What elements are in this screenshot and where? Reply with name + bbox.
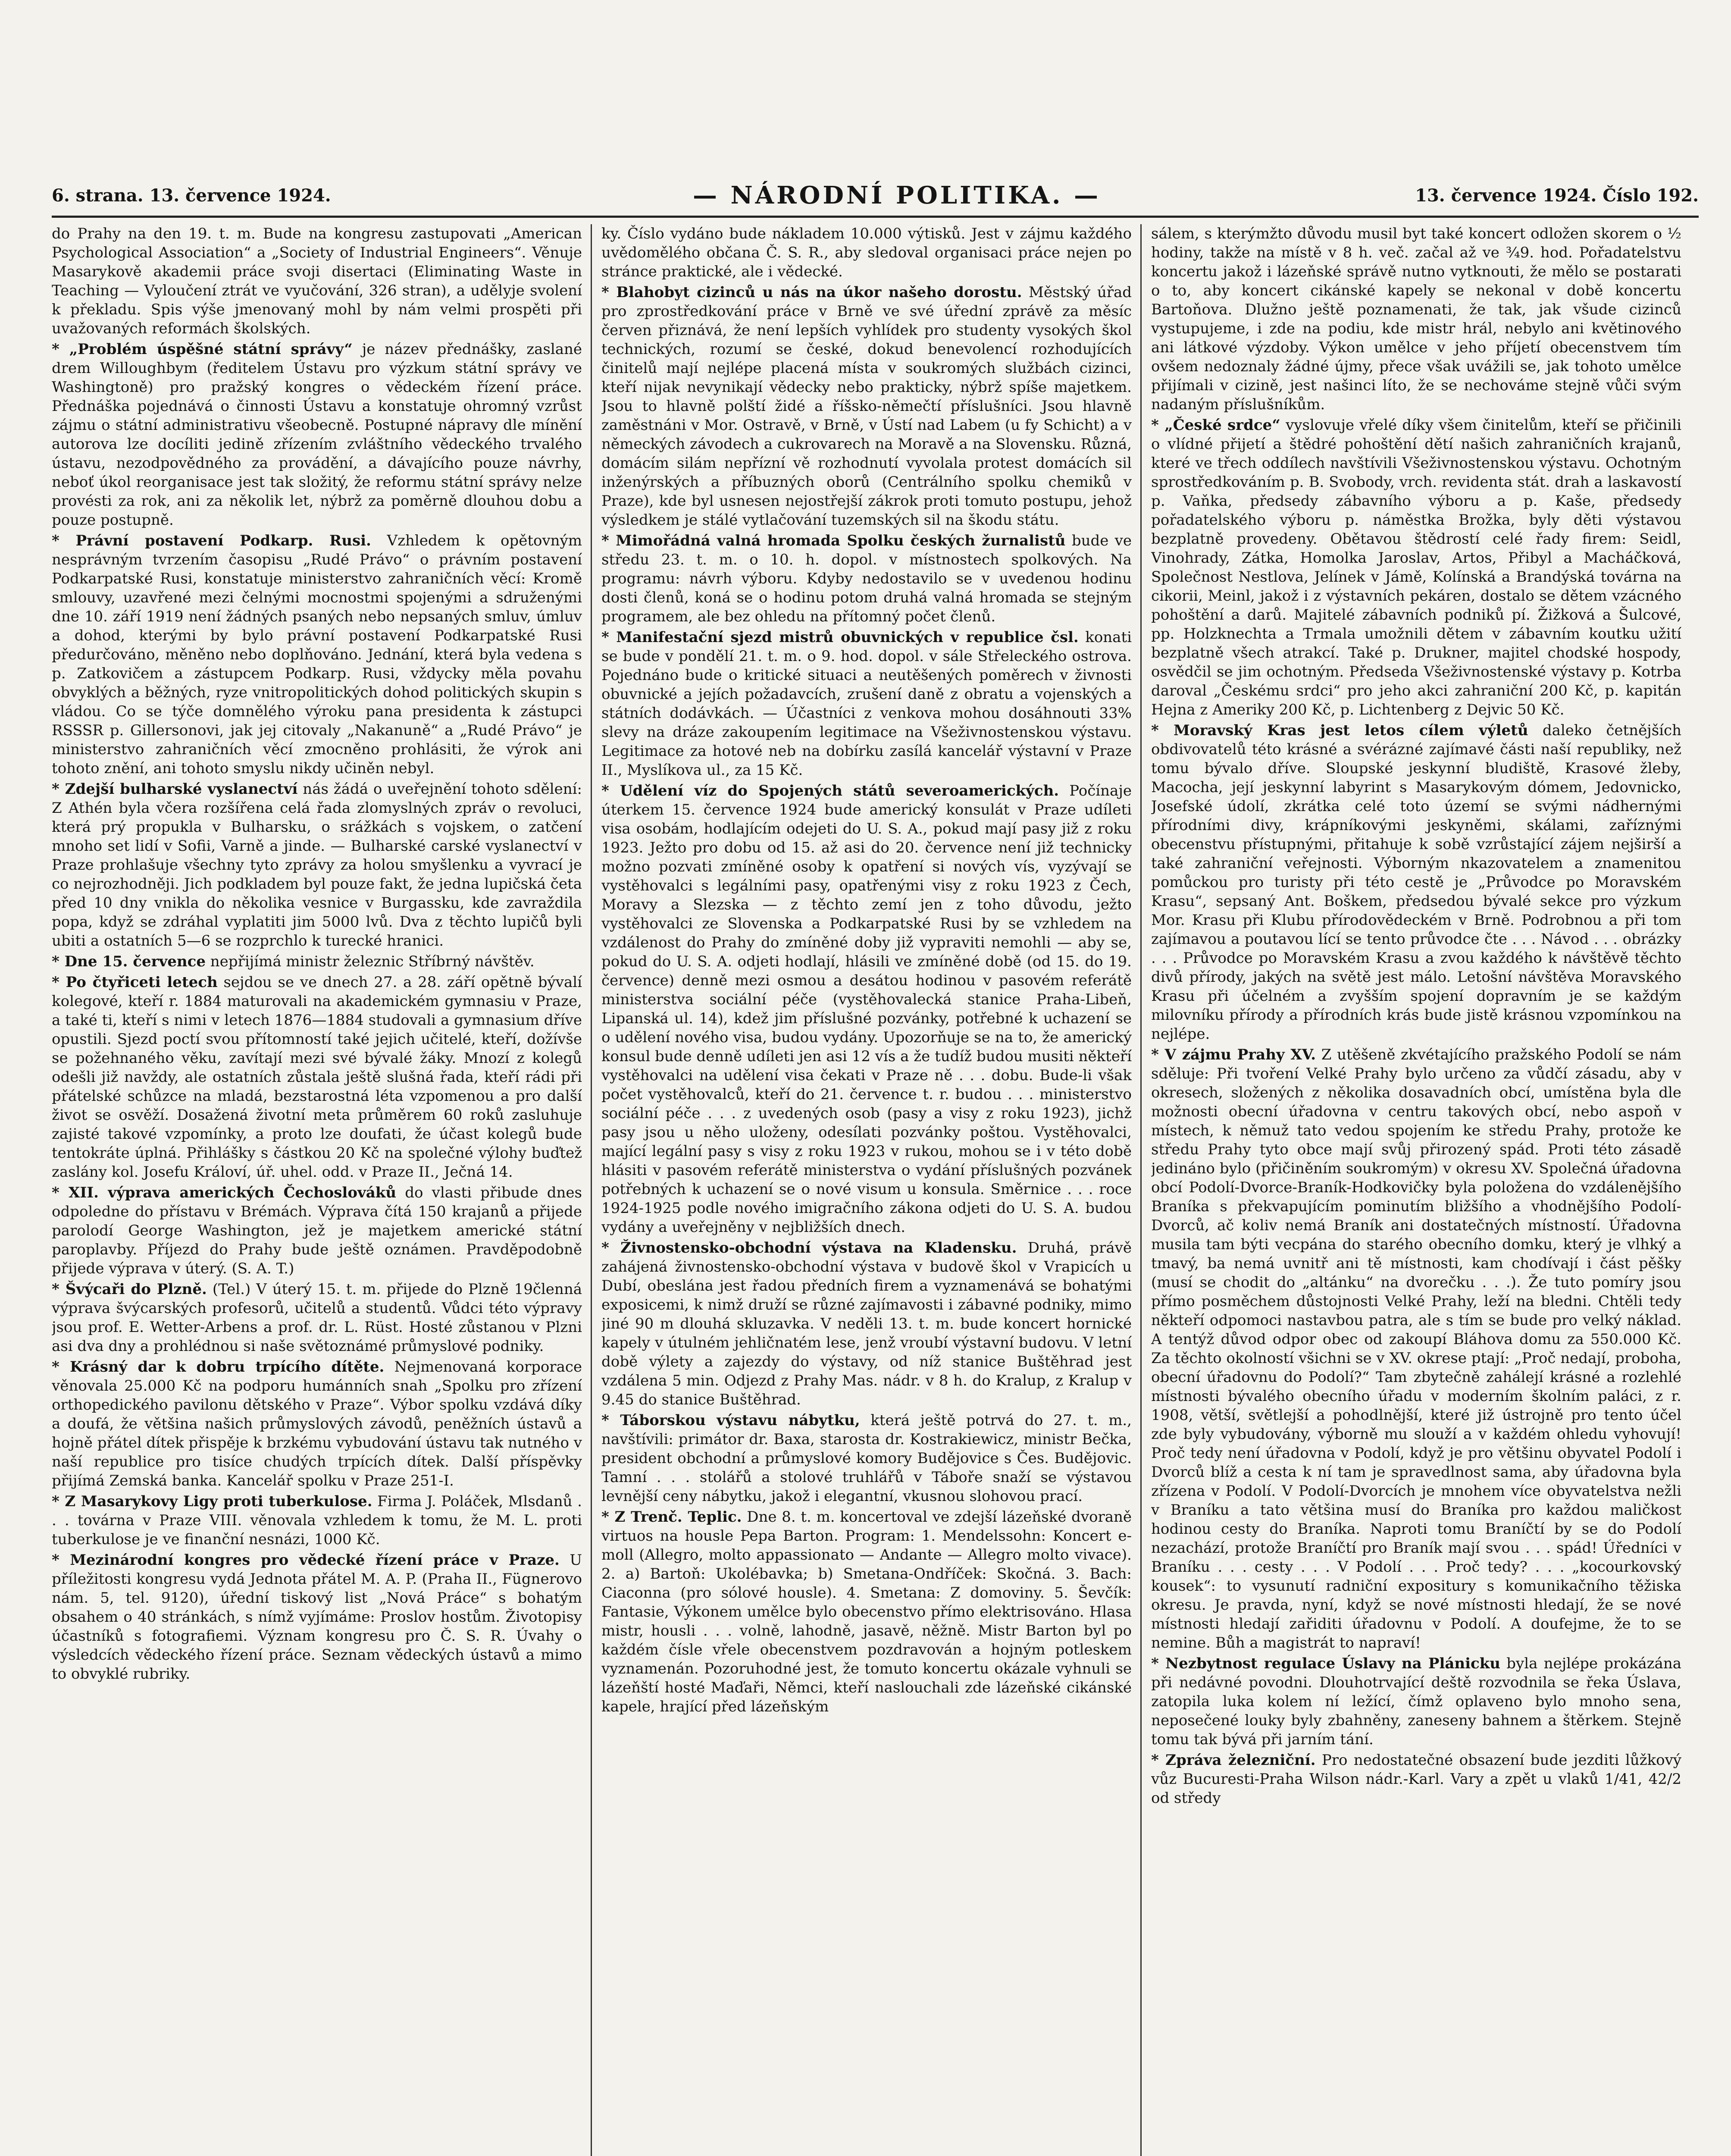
article-paragraph xyxy=(52,973,582,1181)
article-headline: * Zdejší bulharské vyslanectví xyxy=(52,780,298,798)
article-headline: * Blahobyt cizinců u nás na úkor našeho dorostu. xyxy=(601,284,1022,301)
article-paragraph xyxy=(601,1411,1132,1506)
article-headline: * Právní postavení Podkarp. Rusi. xyxy=(52,532,371,549)
article-headline: * Táborskou výstavu nábytku, xyxy=(601,1412,860,1429)
article-body: vyslovuje vřelé díky všem činitelům, kteří se přičinili o vlídné přijetí a štědré pohoštění dětí našich zahraničních krajanů, které ve třech oddílech navštívili Všeživnostenskou výstavu. Ochotným sprostředkováním p. B. Svobody, vrch. revidenta stát. drah a laskavostí p. Vaňka, předsedy zábavního výboru a p. Kaše, předsedy pořadatelského výboru p. náměstka Brožka, byly děti výstavou bezplatně provedeny. Obětavou štědrostí celé řady firem: Seidl, Vinohrady, Zátka, Homolka Jaroslav, Artos, Přibyl a Macháčková, Společnost Nestlova, Jelínek v Jámě, Kolínská a Brandýská továrna na cikorii, Meinl, jakož i z výstavních pekáren, dostalo se dětem vzácného pohoštění a darů. Majitelé zábavních podniků pí. Žižková a Šulcové, pp. Holzknechta a Trmala umožnili dětem v zábavním koutku užití bezplatně všech atrakcí. Také p. Drukner, majitel chodské hospody, osvědčil se jim ochotným. Předseda Všeživnostenské výstavy p. Kotrba daroval „Českému srdci“ pro jeho akci zahraniční 200 Kč, p. kapitán Hejna z Ameriky 200 Kč, p. Lichtenberg z Dejvic 50 Kč. xyxy=(1151,417,1681,718)
article-headline: * Krásný dar k dobru trpícího dítěte. xyxy=(52,1358,385,1376)
article-body: ky. Číslo vydáno bude nákladem 10.000 výtisků. Jest v zájmu každého uvědomělého občana Č. S. R., aby sledoval organisaci práce nejen po stránce praktické, ale i vědecké. xyxy=(601,225,1132,280)
article-headline: * Z Masarykovy Ligy proti tuberkulose. xyxy=(52,1493,372,1510)
article-paragraph xyxy=(1151,416,1681,719)
article-paragraph xyxy=(601,1238,1132,1409)
header-page-date: 6. strana. 13. července 1924. xyxy=(52,185,331,206)
article-paragraph xyxy=(1151,1751,1681,1808)
article-body: Druhá, právě zahájená živnostensko-obchodní výstava v budově škol v Vrapicích u Dubí, obeslána jest řadou předních firem a vyznamenává se bohatými exposicemi, k nimž druží se různé zajímavosti i zábavné podniky, mimo jiné 90 m dlouhá skluzavka. V neděli 13. t. m. bude koncert hornické kapely v útulném jehličnatém lese, jenž vroubí výstavní budovu. V letní době výlety a zajezdy do výstavy, od níž stanice Buštěhrad jest vzdálena 5 min. Odjezd z Prahy Mas. nádr. v 8 h. do Kralup, z Kralup v 9.45 do stanice Buštěhrad. xyxy=(601,1239,1132,1408)
article-body: Z utěšeně zkvétajícího pražského Podolí se nám sděluje: Při tvoření Velké Prahy bylo určeno za vůdčí zásadu, aby v okresech, složených z několika dosavadních obcí, umístěna byla dle možnosti obecní úřadovna v centru takových obcí, nebo aspoň v místech, k němuž tato vedou spojením ke středu Prahy, protože ke středu Prahy tyto obce mají svůj přirozený spád. Proti této zásadě jedináno bylo (přičiněním soukromým) v okresu XV. Společná úřadovna obcí Podolí-Dvorce-Braník-Hodkovičky byla položena do vzdálenějšího Braníka s překvapujícím pominutím bližšího a vhodnějšího Podolí-Dvorců, ač koliv nemá Braník ani dostatečných místností. Úřadovna musila tam býti vecpána do starého obecního domku, který je vlhký a tmavý, ba nemá uvnitř ani tě místnosti, kam chodívají i část pěšky (musí se chodit do „altánku“ na dvorečku . . .). Že tuto pomíry jsou přímo posměchem důstojnosti Velké Prahy, leží na bledni. Chtěli tedy někteří odpomoci nastavbou patra, ale s tím se bude pro velký náklad. A tentýž důvod odpor obec od zakoupí Bláhova domu za 550.000 Kč. Za těchto okolností všichni se v XV. okrese ptají: „Proč nedají, proboha, obecní úřadovnu do Podolí?“ Tam zbytečně zahálejí krásné a rozlehlé místnosti bývalého obecního úřadu v moderním školním paláci, z r. 1908, větší, světlejší a pohodlnější, které již ústrojně pro tento účel zde byly vybudovány, výborně mu slouží a v každém ohledu vyhovují! Proč tedy není úřadovna v Podolí, když je pro většinu obyvatel Podolí i Dvorců blíž a cesta k ní tam je spravedlnost sama, aby úřadovna byla zřízena v Podolí. V Podolí-Dvorcích je mnohem více obyvatelstva nežli v Braníku a tato většina musí do Braníka pro každou maličkost hodinou cesty do Braníka. Naproti tomu Braníčtí by se do Podolí nezachází, protože Braníčtí pro Braník mají svou . . . spád! Úředníci v Braníku . . . cesty . . . V Podolí . . . Proč tedy? . . . „kocourkovský kousek“: to vysunutí radniční expositury s komunikačního těžiska okresu. Je pravda, nyní, když se nové místnosti hledají, že se nové místnosti hledají zařiditi úřadovnu v Podolí. A doufejme, že to se nemine. Bůh a magistrát to napraví! xyxy=(1151,1046,1681,1651)
header-masthead: — NÁRODNÍ POLITIKA. — xyxy=(692,181,1101,210)
article-headline: * Mimořádná valná hromada Spolku českých žurnalistů xyxy=(601,532,1066,549)
column-divider xyxy=(1140,224,1142,2156)
page-header xyxy=(52,177,1699,211)
article-headline: * Švýcaři do Plzně. xyxy=(52,1281,207,1298)
article-body: Pro nedostatečné obsazení bude jezditi lůžkový vůz Bucuresti-Praha Wilson nádr.-Karl. Vary a zpět u vlaků 1/41, 42/2 od středy xyxy=(1151,1752,1681,1807)
article-body: konati se bude v pondělí 21. t. m. o 9. hod. dopol. v sále Střeleckého ostrova. Pojednáno bude o kritické situaci a neutěšených poměrech v živnosti obuvnické a jejích požadavcích, zrušení daně z obratu a vojenských a státních dodávkách. — Účastníci z venkova mohou dosáhnouti 33% slevy na dráze zakoupením legitimace na Všeživnostenskou výstavu. Legitimace za hotové neb na dobírku zasílá kancelář výstavní v Praze II., Myslíkova ul., za 15 Kč. xyxy=(601,629,1132,779)
article-paragraph xyxy=(1151,1045,1681,1652)
article-headline: * Zpráva železniční. xyxy=(1151,1752,1316,1769)
article-body: Dne 8. t. m. koncertoval ve zdejší lázeňské dvoraně virtuos na housle Pepa Barton. Program: 1. Mendelssohn: Koncert e-moll (Allegro, molto appassionato — Andante — Allegro molto vivace). 2. a) Bartoň: Ukolébavka; b) Smetana-Ondříček: Skočná. 3. Bach: Ciaconna (pro sólové housle). 4. Smetana: Z domoviny. 5. Ševčík: Fantasie, Výkonem umělce bylo obecenstvo přímo elektrisováno. Hlasa mistr, housli . . . volně, lahodně, jasavě, něžně. Mistr Barton byl po každém čísle vřele obecenstvem pozdravován a hojným potleskem vyznamenán. Pozoruhodné jest, že tomuto koncertu okázale vyhnuli se lázeňští hosté Maďaři, Němci, kteří naslouchali zde lázeňské cikánské kapele, hrající před lázeňským xyxy=(601,1508,1132,1715)
article-headline: * Nezbytnost regulace Úslavy na Plánicku xyxy=(1151,1655,1501,1672)
article-body: sejdou se ve dnech 27. a 28. září opětně bývalí kolegové, kteří r. 1884 maturovali na akademickém gymnasiu v Praze, a také ti, kteří s nimi v letech 1876—1884 studovali a gymnasium dříve opustili. Sjezd poctí svou přítomností také jejich učitelé, kteří, dožívše se požehnaného věku, zavítají mezi své bývalé žáky. Mnozí z kolegů odešli již navždy, ale ostatních zůstala ještě slušná řada, kteří rádi při přátelské schůzce na mladá, bezstarostná léta vzpomenou a pro další život se osvěží. Dosažená životní meta průměrem 60 roků zasluhuje zajisté takové vzpomínky, a proto lze doufati, že účast kolegů bude tentokráte úplná. Přihlášky s částkou 20 Kč na společné výlohy buďtež zaslány kol. Josefu Královí, úř. uhel. odd. v Praze II., Ječná 14. xyxy=(52,974,582,1181)
article-paragraph xyxy=(52,1492,582,1549)
article-body: do Prahy na den 19. t. m. Bude na kongresu zastupovati „American Psychological Association“ a „Society of Industrial Engineers“. Věnuje Masarykově akademii práce svoji disertaci (Eliminating Waste in Teaching — Vyloučení ztrát ve vyučování, 326 stran), a udělује svolení k překladu. Spis výše jmenovaný mohl by nám velmi prospěti při uvažovaných reformách školských. xyxy=(52,225,582,337)
article-body: bude ve středu 23. t. m. o 10. h. dopol. v místnostech spolkových. Na programu: návrh výboru. Kdyby nedostavilo se v uvedenou hodinu dosti členů, koná se o hodinu potom druhá valná hromada se stejným programem, ale bez ohledu na přítomný počet členů. xyxy=(601,532,1132,625)
article-body: Nejmenovaná korporace věnovala 25.000 Kč na podporu humánních snah „Spolku pro zřízení orthopedického pavilonu dětského v Praze“. Výbor spolku vzdává díky a doufá, že většina našich průmyslových závodů, peněžních ústavů a hojně přátel dítek přispěje k brzkému vybudování ústavu tak nutného v naší republice pro tisíce chudých trpících dítek. Další příspěvky přijímá Zemská banka. Kancelář spolku v Praze 251-I. xyxy=(52,1358,582,1489)
header-rule xyxy=(52,216,1699,218)
article-paragraph xyxy=(1151,1654,1681,1749)
article-headline: * „Problém úspěšné státní správy“ xyxy=(52,341,353,358)
column-1 xyxy=(52,224,582,2156)
article-paragraph xyxy=(601,781,1132,1237)
article-headline: * Dne 15. července xyxy=(52,953,206,970)
article-headline: * Z Trenč. Teplic. xyxy=(601,1508,742,1526)
article-paragraph xyxy=(601,531,1132,626)
article-body: je název přednášky, zaslané drem Willoughbym (ředitelem Ústavu pro výzkum státní správy ve Washingtoně) pro pražský kongres o vědeckém řízení práce. Přednáška pojednává o činnosti Ústavu a konstatuje ohromný vzrůst zájmu o státní administrativu všeobecně. Postupné nápravy dle mínění autorova lze docíliti jedině zřízením zvláštního vědeckého trvalého ústavu, nezodpovědného za provádění, a dávajícího pouze návrhy, neboť úkol reorganisace jest tak složitý, že reformu státní správy nelze provésti za rok, ani za několik let, nýbrž za poměrně dlouhou dobu a pouze postupně. xyxy=(52,341,582,529)
article-body: Firma J. Poláček, Mlsdanů . . . továrna v Praze VIII. věnovala vzhledem k tomu, že M. L. proti tuberkulose je ve finanční nesnázi, 1000 Kč. xyxy=(52,1493,582,1548)
article-headline: * Manifestační sjezd mistrů obuvnických v republice čsl. xyxy=(601,629,1079,646)
article-body: (Tel.) V úterý 15. t. m. přijede do Plzně 19členná výprava švýcarských profesorů, učitelů a studentů. Vůdci této výpravy jsou prof. E. Wetter-Arbens a prof. dr. L. Rüst. Hosté zůstanou v Plzni asi dva dny a prohlédnou si naše světoznámé průmyslové podniky. xyxy=(52,1281,582,1355)
article-headline: * Po čtyřiceti letech xyxy=(52,974,218,991)
article-body: která ještě potrvá do 27. t. m., navštívili: primátor dr. Baxa, starosta dr. Kostrakiewicz, ministr Bečka, president obchodní a průmyslové komory Budějovice s Čes. Budějovic. Tamní . . . stolářů a stolové truhlářů v Táboře snaží se výstavou levnější ceny nábytku, jakož i elegantní, vkusnou slohovou prací. xyxy=(601,1412,1132,1505)
article-paragraph xyxy=(52,952,582,971)
article-body: sálem, s kterýmžto důvodu musil byt také koncert odložen skorem o ½ hodiny, takže na místě v 8 h. več. začal až ve ¾9. hod. Pořadatelstvu koncertu jakož i lázeňské správě nutno vytknouti, že mělo se postarati o to, aby koncert cikánské kapely se nekonal v době koncertu Bartoňova. Dlužno ještě poznamenati, že tak, jak všude cizinců vystupujeme, i zde na podiu, kde mistr hrál, nebylo ani květinového ani látkové výzdoby. Výkon umělce v jeho příjetí obecenstvem tím ovšem nedoznaly žádné újmy, přece však uvážili se, jak tohoto umělce přijímali v cizině, jest našinci líto, že se nechováme stejně vůči svým nadaným příslušníkům. xyxy=(1151,225,1681,413)
article-paragraph xyxy=(52,224,582,338)
article-paragraph xyxy=(52,1280,582,1356)
article-paragraph xyxy=(601,628,1132,780)
article-headline: * Mezinárodní kongres pro vědecké řízení práce v Praze. xyxy=(52,1551,560,1569)
article-body: do vlasti přibude dnes odpoledne do přístavu v Brémách. Výprava čítá 150 krajanů a přijede parolodí George Washington, jež je majetkem americké státní paroplavby. Příjezd do Prahy bude ještě oznámen. Pravděpodobně přijede výprava v úterý. (S. A. T.) xyxy=(52,1184,582,1277)
article-body: daleko četnějších obdivovatelů této krásné a svérázné zajímavé části naší republiky, než tomu bývalo dříve. Sloupské jeskynní bludiště, Krasové žleby, Macocha, její jeskynní labyrint s Masarykovým dómem, Jedovnicko, Josefské údolí, zkrátka celé toto území se svými nádhernými přírodními divy, krápníkovými jeskyněmi, skálami, zaříznými obecenstvu přístupnými, přitahuje k sobě vzrůstající zájem nejširší a také zahraniční veřejnosti. Výborným nkazovatelem a znamenitou pomůckou pro turisty při této cestě je „Průvodce po Moravském Krasu“, sepsaný Ant. Boškem, předsedou bývalé sekce pro výzkum Mor. Krasu při Klubu přírodovědeckém v Brně. Podrobnou a při tom zajímavou a poutavou lící se tento průvodce čte . . . Návod . . . obrázky . . . Průvodce po Moravském Krasu a zvou každého k návštěvě těchto divů přírody, jakých na světě jest málo. Letošní návštěva Moravského Krasu při účelném a zvyšším spojení dopravním je se každým milovníku přírody a přírodních krás bude jistě krásnou vzpomínkou na nejlépe. xyxy=(1151,722,1681,1043)
article-paragraph xyxy=(601,224,1132,281)
article-paragraph xyxy=(52,531,582,778)
article-body: nás žádá o uveřejnění tohoto sdělení: Z Athén byla včera rozšířena celá řada zlomyslných zpráv o revoluci, která prý propukla v Bulharsku, o srážkách s vojskem, o zatčení mnoho set lidí v Sofii, Varně a jinde. — Bulharské carské vyslanectví v Praze prohlašuje všechny tyto zprávy za holou smyšlenku a vyvrací je co nejrozhodněji. Jich podkladem byl pouze fakt, že jedna lupičská četa před 10 dny vnikla do několika vesnice v Burgassku, kde zavraždila popa, když se zdráhal vyplatiti jim 5000 lvů. Dva z těchto lupičů byli ubiti a ostatních 5—6 se rozprchlo k turecké hranici. xyxy=(52,780,582,950)
article-paragraph xyxy=(52,780,582,950)
column-divider xyxy=(591,224,592,2156)
header-issue-number: 13. července 1924. Číslo 192. xyxy=(1415,185,1699,206)
article-body: nepřijímá ministr železnic Stříbrný návštěv. xyxy=(205,953,535,970)
article-headline: * „České srdce“ xyxy=(1151,417,1280,434)
article-headline: * V zájmu Prahy XV. xyxy=(1151,1046,1316,1063)
article-paragraph xyxy=(52,1551,582,1683)
article-paragraph xyxy=(52,340,582,530)
column-3 xyxy=(1151,224,1681,2156)
article-paragraph xyxy=(52,1357,582,1490)
article-body: Počínaje úterkem 15. července 1924 bude americký konsulát v Praze udíleti visa osobám, hodlajícím odejeti do U. S. A., pokud mají pasy již z roku 1923. Ježto pro dobu od 15. až asi do 20. července není již technicky možno pozvati zmíněné osoby k opatření si nových vís, vyzývají se vystěhovalci s legálními pasy, opatřenými visy z roku 1923 z Čech, Moravy a Slezska — z těchto zemí jen z toho důvodu, ježto vystěhovalci ze Slovenska a Podkarpatské Rusi by se vzhledem na vzdálenost do Prahy do zmíněné doby již vypraviti nemohli — aby se, pokud do U. S. A. odjeti hodlají, hlásili ve zmíněné době (od 15. do 19. července) denně mezi osmou a desátou hodinou v pasovém referátě ministerstva sociální péče (vystěhovalecká stanice Praha-Libeň, Lipanská ul. 14), kdež jim příslušné pozvánky, potřebné k uchazení se o udělení nového visa, budou vydány. Upozorňuje se na to, že americký konsul bude denně udíleti jen asi 12 vís a že tudíž budou musiti někteří vystěhovalci na udělení visa čekati v Praze ně . . . dobu. Bude-li však počet vystěhovalců, kteří do 21. července t. r. budou . . . ministerstvo sociální péče . . . z uvedených osob (pasy a visy z roku 1923), jichž pasy jsou u něho uloženy, odesílati pozvánky poštou. Vystěhovalci, mající legální pasy s visy z roku 1923 v rukou, mohou se i v této době hlásiti v pasovém referátě ministerstva o vydání příslušných pozvánek potřebných k uchazení se o nové visum u konsula. Směrnice . . . roce 1924-1925 podle nového imigračního zákona odjeti do U. S. A. budou vydány a uveřejněny v nejbližších dnech. xyxy=(601,782,1132,1236)
article-body: byla nejlépe prokázána při nedávné povodni. Dlouhotrvající deště rozvodnila se řeka Úslava, zatopila luka kolem ní ležící, čímž oplaveno bylo mnoho sena, neposečené louky byly zbahněny, zaneseny bahnem a štěrkem. Stejně tomu tak bývá při jarním tání. xyxy=(1151,1655,1681,1748)
article-paragraph xyxy=(52,1183,582,1278)
article-body: Vzhledem k opětovným nesprávným tvrzením časopisu „Rudé Právo“ o právním postavení Podkarpatské Rusi, konstatuje ministerstvo zahraničních věcí: Kromě smlouvy, uzavřené mezi čelnými mocnostmi spojenými a sdruženými dne 10. září 1919 není žádných psaných nebo nepsaných smluv, úmluv a dohod, kterými by bylo právní postavení Podkarpatské Rusi předurčováno, měněno nebo doplňováno. Jednání, která byla vedena s p. Zatkovičem a zástupcem Podkarp. Rusi, vždycky měla povahu obvyklých a běžných, ryze vnitropolitických dohod politických skupin s vládou. Co se týče domnělého výroku pana presidenta k zástupci RSSSR p. Gillersonovi, jak jej citovaly „Nakanuně“ a „Rudé Právo“ je ministerstvo zahraničních věcí zmocněno prohlásiti, že výrok ani tohoto znění, ani tohoto smyslu nikdy učiněn nebyl. xyxy=(52,532,582,777)
article-body: U příležitosti kongresu vydá Jednota přátel M. A. P. (Praha II., Fügnerovo nám. 5, tel. 9120), úřední tiskový list „Nová Práce“ s bohatým obsahem o 40 stránkách, s nímž vyjímáme: Proslov hostům. Životopisy účastníků s fotografiemi. Význam kongresu pro Č. S. R. Úvahy o výsledcích vědeckého řízení práce. Seznam vědeckých ústavů a mimo to obvyklé rubriky. xyxy=(52,1551,582,1683)
article-headline: * Moravský Kras jest letos cílem výletů xyxy=(1151,722,1528,739)
article-paragraph xyxy=(601,1507,1132,1716)
article-headline: * Udělení víz do Spojených států severoamerických. xyxy=(601,782,1059,799)
column-2 xyxy=(601,224,1132,2156)
article-headline: * Živnostensko-obchodní výstava na Kladensku. xyxy=(601,1239,1017,1257)
article-body: Městský úřad pro zprostředkování práce v Brně ve své úřední zprávě za měsíc červen přiznává, že není lepších vyhlídek pro studenty vysokých škol technických, rozumí se české, dokud benevolencí rozhodujících činitelů mají nejlépe placená místa v soukromých službách cizinci, kteří nijak nevynikají vědecky nebo prakticky, nýbrž spíše majetkem. Jsou to hlavně polští židé a říšsko-němečtí příslušníci. Jsou hlavně zaměstnáni v Mor. Ostravě, v Brně, v Ústí nad Labem (u fy Schicht) a v německých závodech a cukrovarech na Moravě a na Slovensku. Různá, domácím silám nepřízní vě rozhodnutí vyvolala protest domácích sil inženýrských a příbuzných oborů (Centrálního spolku chemiků v Praze), kde byl usnesen nejostřejší zákrok proti tomuto postupu, jehož výsledkem je stálé vytlačování tuzemských sil na škodu státu. xyxy=(601,284,1132,529)
article-paragraph xyxy=(1151,224,1681,414)
article-paragraph xyxy=(1151,721,1681,1044)
article-paragraph xyxy=(601,283,1132,530)
article-headline: * XII. výprava amerických Čechoslováků xyxy=(52,1184,397,1201)
